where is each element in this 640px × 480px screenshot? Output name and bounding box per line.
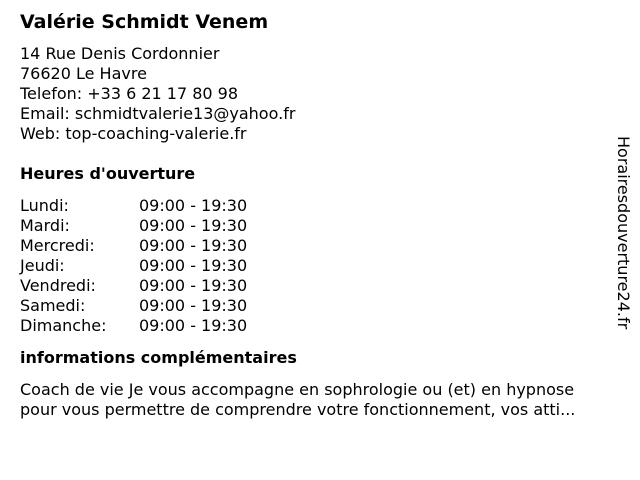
website-line: Web: top-coaching-valerie.fr xyxy=(20,124,247,143)
hours-time: 09:00 - 19:30 xyxy=(139,236,248,255)
hours-title: Heures d'ouverture xyxy=(20,164,196,183)
hours-row-dimanche xyxy=(20,316,620,336)
info-description-line-1: Coach de vie Je vous accompagne en sophrologie ou (et) en hypnose xyxy=(20,380,575,399)
hours-row-vendredi xyxy=(20,276,620,296)
hours-day: Lundi: xyxy=(20,196,69,215)
hours-time: 09:00 - 19:30 xyxy=(139,196,248,215)
hours-table xyxy=(20,196,620,336)
address-street: 14 Rue Denis Cordonnier xyxy=(20,44,220,63)
hours-day: Vendredi: xyxy=(20,276,96,295)
brand-watermark-text: Horairesdouverture24.fr xyxy=(614,136,633,330)
business-card xyxy=(20,9,620,420)
hours-day: Samedi: xyxy=(20,296,86,315)
hours-time: 09:00 - 19:30 xyxy=(139,256,248,275)
hours-time: 09:00 - 19:30 xyxy=(139,316,248,335)
hours-row-lundi xyxy=(20,196,620,216)
hours-day: Dimanche: xyxy=(20,316,107,335)
hours-day: Jeudi: xyxy=(20,256,65,275)
email-line: Email: schmidtvalerie13@yahoo.fr xyxy=(20,104,296,123)
hours-time: 09:00 - 19:30 xyxy=(139,276,248,295)
hours-row-mercredi xyxy=(20,236,620,256)
info-description-line-2: pour vous permettre de comprendre votre fonctionnement, vos atti... xyxy=(20,400,576,419)
hours-time: 09:00 - 19:30 xyxy=(139,216,248,235)
business-name: Valérie Schmidt Venem xyxy=(20,11,269,33)
hours-day: Mardi: xyxy=(20,216,70,235)
hours-row-jeudi xyxy=(20,256,620,276)
hours-day: Mercredi: xyxy=(20,236,95,255)
info-title: informations complémentaires xyxy=(20,348,297,367)
phone-line: Telefon: +33 6 21 17 80 98 xyxy=(20,84,239,103)
hours-row-samedi xyxy=(20,296,620,316)
hours-row-mardi xyxy=(20,216,620,236)
address-city: 76620 Le Havre xyxy=(20,64,147,83)
hours-time: 09:00 - 19:30 xyxy=(139,296,248,315)
